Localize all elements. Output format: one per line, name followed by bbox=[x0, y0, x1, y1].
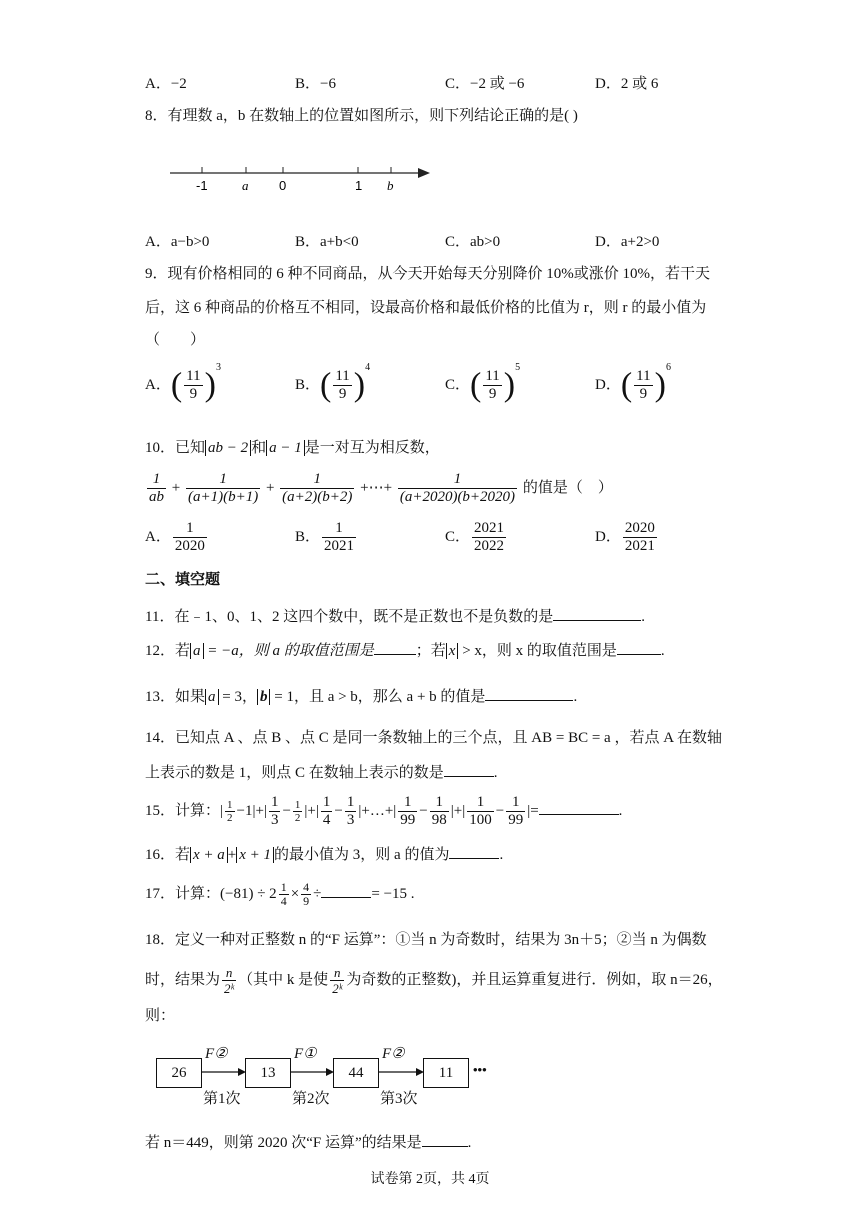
q8-options bbox=[145, 230, 705, 252]
flow-ellipsis: ••• bbox=[473, 1062, 487, 1077]
q9-option-d: D．( $\frac{11}{9}$ )$^6$ bbox=[595, 362, 671, 404]
q16-blank bbox=[449, 844, 499, 859]
q12-blank-1 bbox=[374, 640, 416, 655]
label-zero: 0 bbox=[279, 178, 287, 193]
q10-abs-ab: ab − 2 bbox=[205, 440, 251, 456]
q18-final: 若 n＝449，则第 2020 次“F 运算”的结果是 . bbox=[145, 1132, 471, 1153]
q8-option-b: B．a+b<0 bbox=[295, 234, 359, 250]
q17: 17．计算：(−81) ÷ 2 $\frac{1}{4}$ × $\frac{4}{9}$ ÷ = −15 . bbox=[145, 880, 415, 909]
q9-line1: 9．现有价格相同的 6 种不同商品，从今天开始每天分别降价 10%或涨价 10%，若干天 bbox=[145, 266, 710, 282]
q8-stem: 8．有理数 a，b 在数轴上的位置如图所示，则下列结论正确的是( ) bbox=[145, 108, 578, 124]
q16: 16．若 x + a + x + 1 的最小值为 3，则 a 的值为 . bbox=[145, 844, 503, 865]
q18-line1: 18．定义一种对正整数 n 的“F 运算”：①当 n 为奇数时，结果为 3n＋5；②当 n 为偶数 bbox=[145, 932, 707, 948]
q8-option-c: C．ab>0 bbox=[445, 234, 501, 250]
q9-option-c: C．( $\frac{11}{9}$ )$^5$ bbox=[445, 362, 521, 404]
number-line-figure bbox=[160, 155, 440, 195]
flow-box-13: 13 bbox=[245, 1058, 291, 1088]
q11-blank bbox=[553, 606, 641, 621]
q12-blank-2 bbox=[617, 640, 661, 655]
q10-options bbox=[145, 520, 705, 560]
label-one: 1 bbox=[355, 178, 363, 193]
flow-op-2: F① bbox=[294, 1046, 317, 1062]
label-minus-one: -1 bbox=[196, 178, 208, 193]
flow-arrowhead-2 bbox=[326, 1068, 334, 1076]
q7-option-a: A．−2 bbox=[145, 76, 187, 92]
q13-blank bbox=[485, 686, 573, 701]
q12: 12．若 a = −a，则 a 的取值范围是 ；若 x > x，则 x 的取值范围是 . bbox=[145, 640, 665, 661]
number-line-arrow bbox=[418, 168, 430, 178]
q14-blank bbox=[444, 762, 494, 777]
page-footer: 试卷第 2页，共 4页 bbox=[370, 1172, 490, 1187]
q9-options bbox=[145, 362, 705, 416]
q8-option-a: A．a−b>0 bbox=[145, 234, 210, 250]
q14-line2: 上表示的数是 1，则点 C 在数轴上表示的数是 . bbox=[145, 762, 498, 783]
label-a: a bbox=[242, 178, 249, 193]
q18-line3: 则： bbox=[145, 1008, 176, 1024]
q15: 15．计算：| $\frac{1}{2}$ −1|+| $\frac{1}{3}$ − $\frac{1}{2}$ |+| $\frac{1}{4}$ − $\frac{1}{3}$ |+…+| $\frac{1}{99}$ − $\frac{1}{98}$ |+| $\frac{1}{100}$ − $\frac{1}{99}$ |= . bbox=[145, 794, 623, 829]
q9-line2: 后，这 6 种商品的价格互不相同，设最高价格和最低价格的比值为 r，则 r 的最小值为 bbox=[145, 300, 707, 316]
flow-op-3: F② bbox=[382, 1046, 405, 1062]
q14-line1: 14．已知点 A 、点 B 、点 C 是同一条数轴上的三个点，且 AB = BC = a ，若点 A 在数轴 bbox=[145, 730, 722, 746]
flow-arrowhead-1 bbox=[238, 1068, 246, 1076]
flow-box-26: 26 bbox=[156, 1058, 202, 1088]
q9-option-a: A．( $\frac{11}{9}$ )$^3$ bbox=[145, 362, 221, 404]
flow-op-1: F② bbox=[205, 1046, 228, 1062]
label-b: b bbox=[387, 178, 394, 193]
flow-step-3: 第3次 bbox=[380, 1091, 418, 1107]
q7-options bbox=[145, 72, 705, 94]
q8-option-d: D．a+2>0 bbox=[595, 234, 660, 250]
flow-step-1: 第1次 bbox=[203, 1091, 241, 1107]
q11: 11．在﹣1、0、1、2 这四个数中，既不是正数也不是负数的是 . bbox=[145, 606, 645, 627]
flow-box-44: 44 bbox=[333, 1058, 379, 1088]
q10-abs-a: a − 1 bbox=[266, 440, 305, 456]
q10-option-c: C． $\frac{2021}{2022}$ bbox=[445, 520, 505, 554]
q9-option-b: B．( $\frac{11}{9}$ )$^4$ bbox=[295, 362, 371, 404]
q18-line2: 时，结果为 $\frac{n}{\text{2ᵏ}}$ （其中 k 是使 $\frac{n}{\text{2ᵏ}}$ 为奇数的正整数)，并且运算重复进行．例如，取 n＝26， bbox=[145, 965, 723, 997]
q7-option-b: B．−6 bbox=[295, 76, 336, 92]
flow-box-11: 11 bbox=[423, 1058, 469, 1088]
q7-option-c: C．−2 或 −6 bbox=[445, 76, 525, 92]
section-fill-in-heading: 二、填空题 bbox=[145, 571, 221, 588]
q7-option-d: D．2 或 6 bbox=[595, 76, 659, 92]
q18-blank bbox=[422, 1132, 468, 1147]
q15-blank bbox=[539, 800, 619, 815]
q10-option-d: D． $\frac{2020}{2021}$ bbox=[595, 520, 655, 554]
q10-line1: 10．已知 ab − 2 和 a − 1 是一对互为相反数， bbox=[145, 440, 440, 456]
q10-expression: $\frac{1}{ab}$ + $\frac{1}{(a+1)(b+1)}$ + $\frac{1}{(a+2)(b+2)}$ +⋯+ $\frac{1}{(a+2020)(b+2020)}$ 的值是（ ） bbox=[149, 471, 613, 506]
flow-step-2: 第2次 bbox=[292, 1091, 330, 1107]
q9-line3: （ ） bbox=[145, 332, 206, 348]
q17-blank bbox=[321, 883, 371, 898]
q10-option-a: A． $\frac{1}{2020}$ bbox=[145, 520, 205, 554]
q13: 13．如果 a = 3， b = 1，且 a > b，那么 a + b 的值是 . bbox=[145, 686, 577, 707]
flow-arrows bbox=[200, 1064, 426, 1080]
flow-arrowhead-3 bbox=[416, 1068, 424, 1076]
q10-option-b: B． $\frac{1}{2021}$ bbox=[295, 520, 355, 554]
